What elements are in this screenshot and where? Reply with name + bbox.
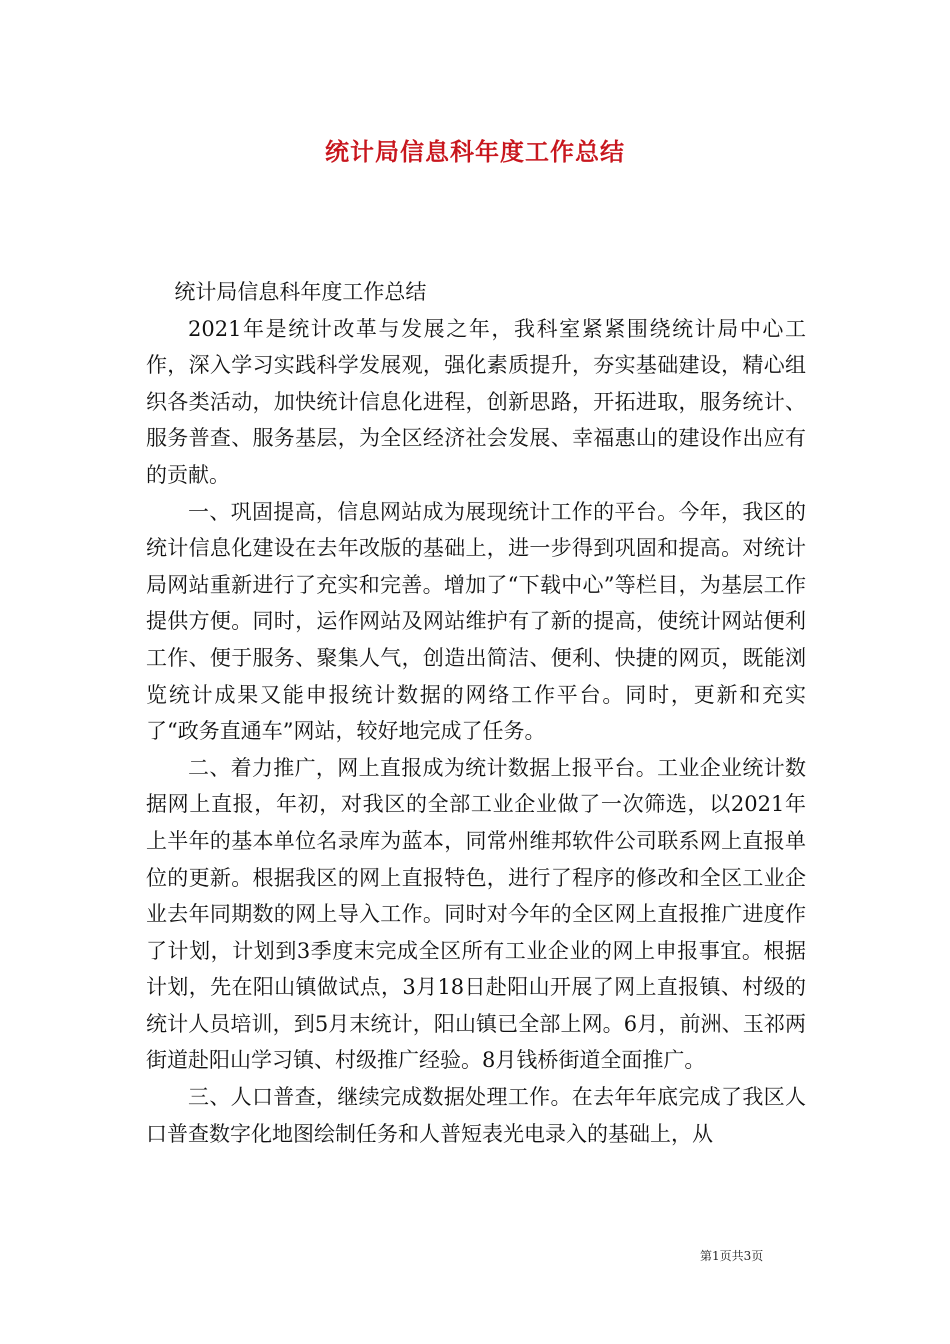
subtitle-paragraph: 统计局信息科年度工作总结: [174, 280, 427, 304]
document-body: [146, 274, 806, 1152]
section-two-paragraph: 二、着力推广，网上直报成为统计数据上报平台。工业企业统计数据网上直报，年初，对我区的全部工业企业做了一次筛选，以2021年上半年的基本单位名录库为蓝本，同常州维邦软件公司联系网上直报单位的更新。根据我区的网上直报特色，进行了程序的修改和全区工业企业去年同期数的网上导入工作。同时对今年的全区网上直报推广进度作了计划，计划到3季度末完成全区所有工业企业的网上申报事宜。根据计划，先在阳山镇做试点，3月18日赴阳山开展了网上直报镇、村级的统计人员培训，到5月末统计，阳山镇已全部上网。6月，前洲、玉祁两街道赴阳山学习镇、村级推广经验。8月钱桥街道全面推广。: [146, 755, 806, 1073]
section-three-paragraph: 三、人口普查，继续完成数据处理工作。在去年年底完成了我区人口普查数字化地图绘制任务和人普短表光电录入的基础上，从: [146, 1085, 806, 1146]
page-number: 第1页共3页: [700, 1249, 764, 1263]
page-title: 统计局信息科年度工作总结: [325, 137, 625, 166]
section-one-paragraph: 一、巩固提高，信息网站成为展现统计工作的平台。今年，我区的统计信息化建设在去年改版的基础上，进一步得到巩固和提高。对统计局网站重新进行了充实和完善。增加了“下载中心”等栏目，为基层工作提供方便。同时，运作网站及网站维护有了新的提高，使统计网站便利工作、便于服务、聚集人气，创造出简洁、便利、快捷的网页，既能浏览统计成果又能申报统计数据的网络工作平台。同时，更新和充实了“政务直通车”网站，较好地完成了任务。: [146, 499, 806, 744]
intro-paragraph: 2021年是统计改革与发展之年，我科室紧紧围绕统计局中心工作，深入学习实践科学发展观，强化素质提升，夯实基础建设，精心组织各类活动，加快统计信息化进程，创新思路，开拓进取，服务统计、服务普查、服务基层，为全区经济社会发展、幸福惠山的建设作出应有的贡献。: [146, 316, 806, 487]
